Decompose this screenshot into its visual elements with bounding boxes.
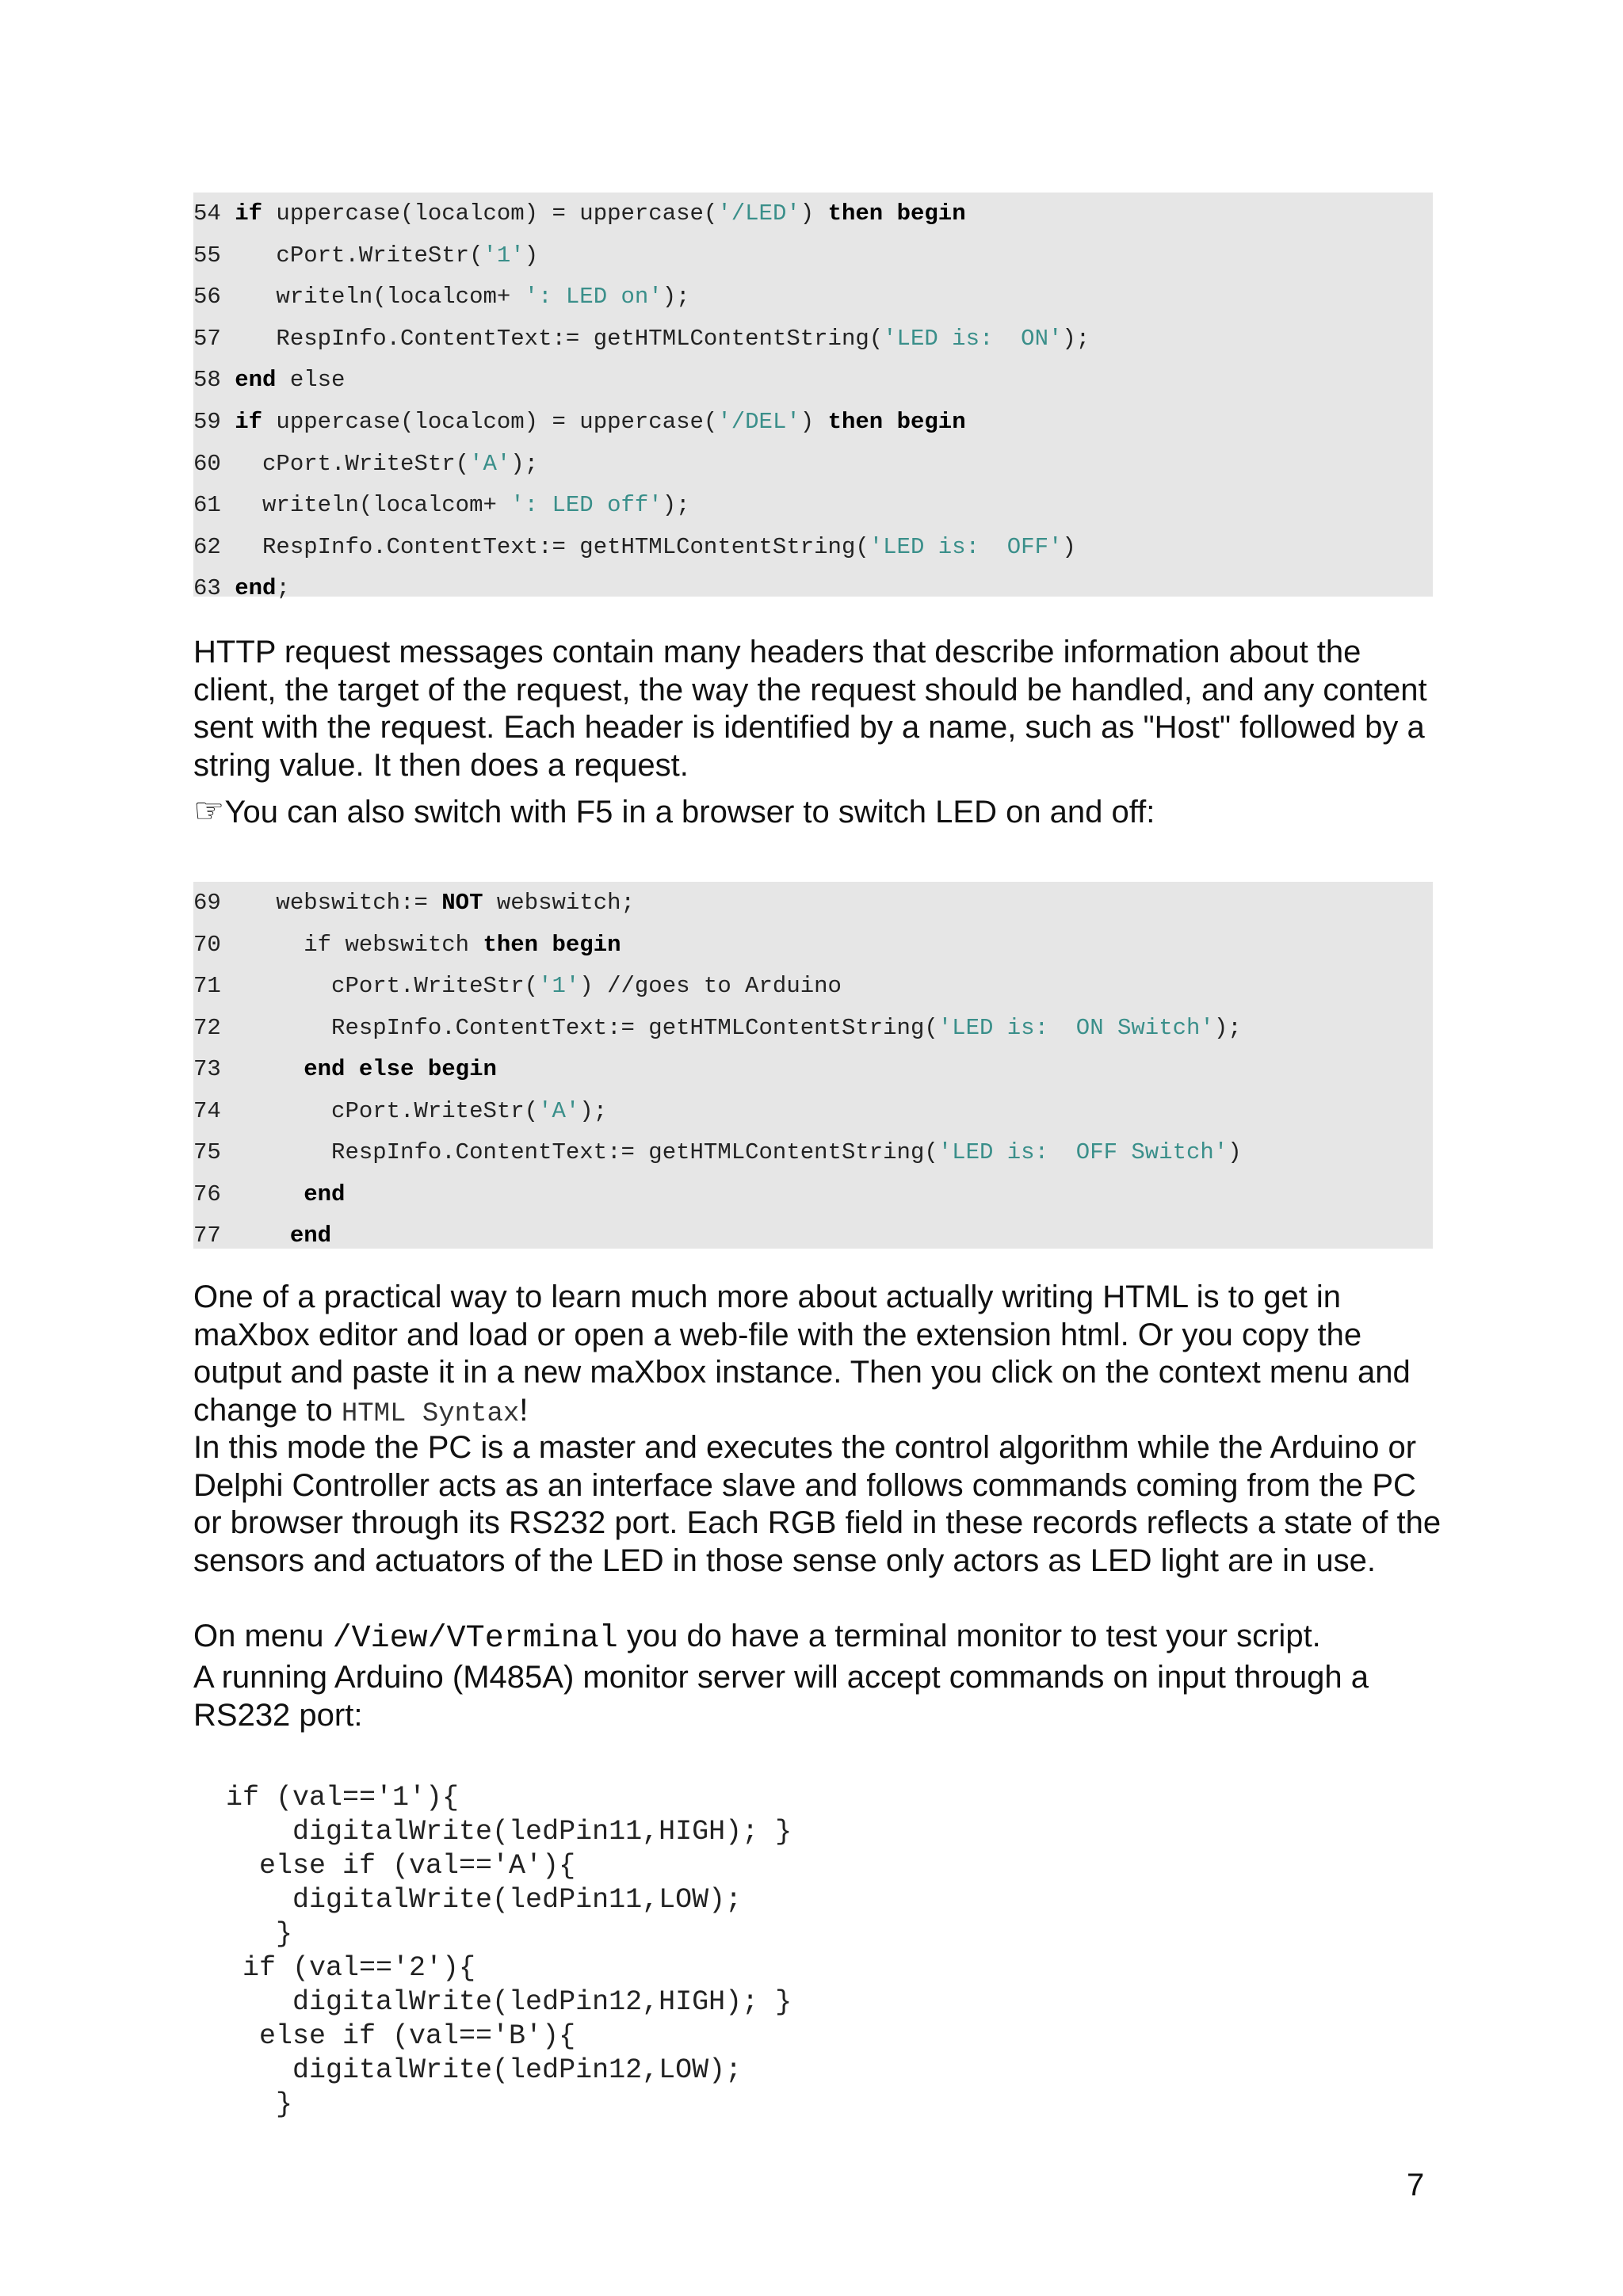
line-number: 63 [193, 575, 221, 602]
pointing-hand-icon: ☞ [193, 791, 225, 831]
code-text: ); [1062, 325, 1090, 352]
code-text [221, 367, 235, 393]
code-line [193, 567, 290, 609]
arduino-code-line: digitalWrite(ledPin12,HIGH); } [226, 1986, 792, 2018]
code-string: 'A' [538, 1097, 580, 1124]
code-text: cPort.WriteStr( [220, 242, 483, 269]
code-line [193, 882, 635, 924]
code-block-delphi-led [193, 193, 1433, 602]
code-text [221, 1056, 304, 1082]
code-text: cPort.WriteStr( [220, 1097, 539, 1124]
code-keyword: then begin [483, 931, 621, 958]
paragraph-4-text: On menu [193, 1619, 333, 1653]
code-line [193, 965, 842, 1007]
line-number: 58 [193, 367, 221, 394]
line-number: 74 [193, 1097, 221, 1124]
code-text [221, 1222, 290, 1249]
code-text: cPort.WriteStr( [220, 973, 539, 999]
code-string: ': LED on' [524, 284, 663, 311]
code-keyword: NOT [441, 890, 483, 916]
code-text: ); [510, 450, 539, 477]
code-line [193, 924, 621, 966]
code-text: webswitch; [483, 890, 635, 916]
arduino-code-line: else if (val=='A'){ [226, 1850, 576, 1882]
code-string: 'LED is: OFF' [869, 533, 1063, 560]
code-line [193, 276, 690, 318]
code-text: RespInfo.ContentText:= getHTMLContentString( [220, 325, 884, 352]
code-text: ) [524, 242, 539, 269]
arduino-code-line: } [226, 2088, 293, 2120]
paragraph-2-text: One of a practical way to learn much more about actually writing HTML is to get in maXbox editor and load or open a web-file with the extension html. Or you copy the output and paste it in a new maXbox instance. Then you click on the context menu and change to [193, 1280, 1411, 1428]
line-number: 60 [193, 450, 221, 477]
code-block-webswitch [193, 882, 1433, 1249]
code-keyword: then begin [827, 409, 966, 435]
line-number: 70 [193, 931, 221, 958]
code-line [193, 193, 966, 235]
line-number: 75 [193, 1139, 221, 1165]
line-number: 72 [193, 1014, 221, 1041]
code-line [193, 484, 690, 526]
code-keyword: end [235, 575, 277, 602]
code-text: uppercase(localcom) = uppercase( [262, 409, 718, 435]
code-keyword: end else begin [304, 1056, 497, 1082]
code-line [193, 359, 345, 401]
code-string: '/LED' [717, 200, 800, 227]
line-number: 71 [193, 973, 221, 999]
code-text: writeln(localcom+ [220, 492, 511, 519]
line-number: 73 [193, 1056, 221, 1082]
code-line [193, 1173, 345, 1215]
arduino-code-line: else if (val=='B'){ [226, 2020, 576, 2052]
line-number: 61 [193, 492, 221, 519]
code-text [221, 1181, 304, 1207]
code-text: cPort.WriteStr( [220, 450, 470, 477]
code-text: RespInfo.ContentText:= getHTMLContentString( [220, 1139, 938, 1165]
line-number: 76 [193, 1180, 221, 1207]
code-keyword: if [235, 409, 263, 435]
line-number: 62 [193, 533, 221, 560]
code-text: ); [662, 492, 690, 519]
line-number: 77 [193, 1222, 221, 1249]
inline-code-view-vterminal: /View/VTerminal [332, 1621, 618, 1657]
code-text: ) [1062, 533, 1076, 560]
paragraph-http-headers: HTTP request messages contain many headers that describe information about the client, the target of the request, the way the request should be handled, and any content sent with the request. Each header is identified by a name, such as "Host" followed by a string value. It then does a request. [193, 635, 1427, 783]
line-number: 55 [193, 242, 221, 269]
code-text: RespInfo.ContentText:= getHTMLContentString( [220, 533, 869, 560]
code-line [193, 1090, 607, 1132]
arduino-code-line: digitalWrite(ledPin12,LOW); [226, 2054, 743, 2086]
page-number: 7 [1407, 2168, 1425, 2203]
code-keyword: end [235, 367, 277, 394]
arduino-code-line: digitalWrite(ledPin11,HIGH); } [226, 1816, 792, 1848]
code-string: 'LED is: OFF Switch' [938, 1139, 1228, 1165]
code-line [193, 235, 538, 277]
code-string: '1' [538, 973, 580, 999]
code-text: ) [1228, 1139, 1242, 1165]
arduino-code-line: if (val=='1'){ [226, 1782, 460, 1814]
line-number: 56 [193, 284, 221, 311]
code-text: writeln(localcom+ [220, 284, 525, 311]
code-line [193, 1007, 1242, 1049]
code-string: '1' [483, 242, 525, 269]
code-text: if webswitch [220, 931, 483, 958]
code-keyword: end [289, 1222, 332, 1249]
inline-code-html-syntax: HTML Syntax [341, 1398, 520, 1429]
paragraph-maxbox-html [193, 1279, 1445, 1433]
code-string: ': LED off' [510, 492, 663, 519]
paragraph-2-end: ! [519, 1392, 529, 1428]
code-text: ) [800, 409, 828, 435]
paragraph-vterminal [193, 1618, 1445, 1658]
code-line [193, 401, 966, 443]
paragraph-arduino-server: A running Arduino (M485A) monitor server will accept commands on input through a RS232 port: [193, 1660, 1369, 1733]
code-text: ) [800, 200, 828, 227]
code-text: ); [579, 1097, 608, 1124]
code-text [221, 409, 235, 435]
line-number: 54 [193, 200, 221, 227]
code-text: ) //goes to Arduino [579, 973, 842, 999]
code-line [193, 443, 538, 485]
code-string: '/DEL' [717, 409, 800, 435]
line-number: 59 [193, 409, 221, 435]
note-line [193, 792, 1445, 832]
code-keyword: if [235, 200, 263, 227]
code-text: ); [662, 284, 690, 311]
code-line [193, 1131, 1242, 1173]
code-text: uppercase(localcom) = uppercase( [262, 200, 718, 227]
code-line [193, 1215, 331, 1257]
line-number: 69 [193, 890, 221, 916]
code-text: webswitch:= [220, 890, 442, 916]
code-string: 'LED is: ON Switch' [938, 1014, 1214, 1041]
code-text [221, 200, 235, 227]
code-string: 'A' [469, 450, 511, 477]
code-line [193, 318, 1090, 360]
line-number: 57 [193, 325, 221, 352]
code-line [193, 1048, 497, 1090]
note-text: You can also switch with F5 in a browser to switch LED on and off: [224, 795, 1155, 830]
code-text: ); [1213, 1014, 1242, 1041]
code-string: 'LED is: ON' [883, 325, 1063, 352]
arduino-code-line: digitalWrite(ledPin11,LOW); [226, 1884, 743, 1916]
code-line [193, 526, 1076, 568]
code-keyword: end [304, 1180, 346, 1207]
code-keyword: then begin [827, 200, 966, 227]
arduino-code-line: } [226, 1918, 293, 1950]
code-text: else [276, 367, 346, 394]
code-text [221, 575, 235, 601]
paragraph-4-end: you do have a terminal monitor to test your script. [617, 1619, 1321, 1653]
code-text: RespInfo.ContentText:= getHTMLContentString( [220, 1014, 938, 1041]
paragraph-pc-master: In this mode the PC is a master and executes the control algorithm while the Arduino or Delphi Controller acts as an interface slave and follows commands coming from the PC or browser through its RS232 port. Each RGB field in these records reflects a state of the sensors and actuators of the LED in those sense only actors as LED light are in use. [193, 1430, 1442, 1578]
arduino-code-line: if (val=='2'){ [226, 1952, 476, 1984]
code-text: ; [276, 575, 290, 602]
